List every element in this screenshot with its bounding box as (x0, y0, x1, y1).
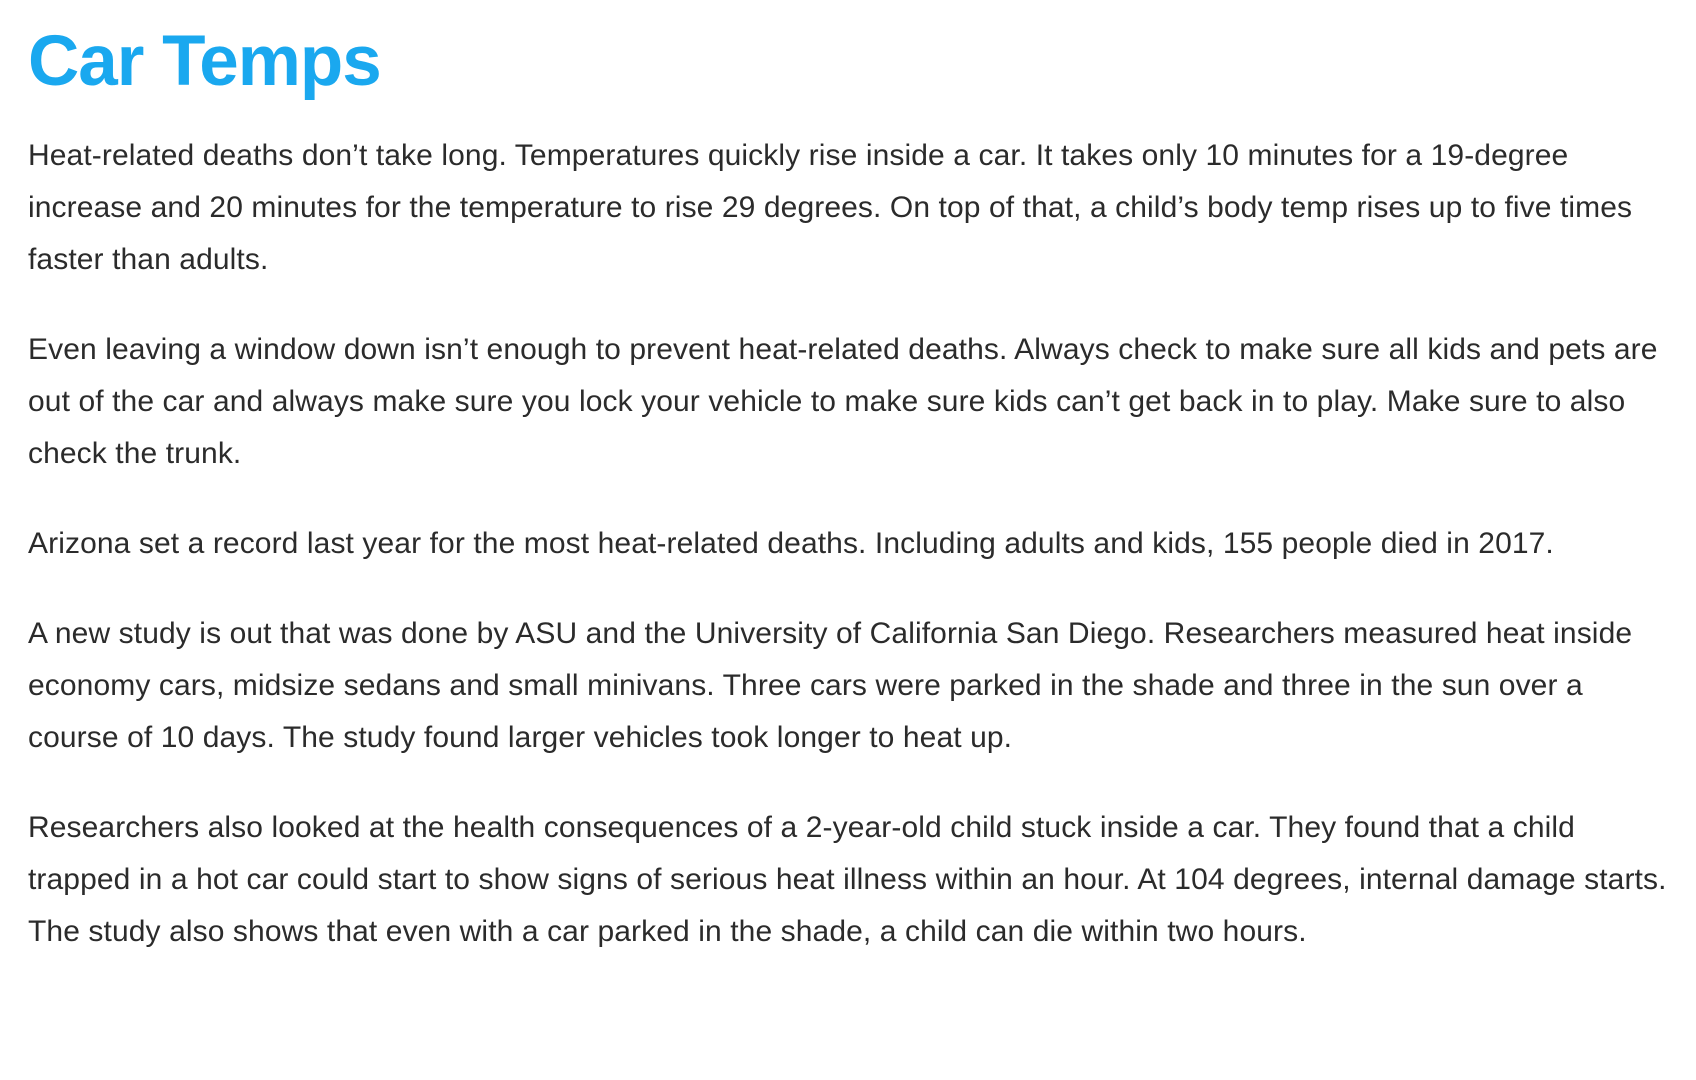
article-paragraph-5: Researchers also looked at the health consequences of a 2-year-old child stuck inside a car. They found that a child trapped in a hot car could start to show signs of serious heat illness within an hour. At 104 degrees, internal damage starts. The study also shows that even with a car parked in the shade, a child can die within two hours. (28, 811, 1667, 948)
article-paragraph-1: Heat-related deaths don’t take long. Temperatures quickly rise inside a car. It takes only 10 minutes for a 19-degree increase and 20 minutes for the temperature to rise 29 degrees. On top of that, a child’s body temp rises up to five times faster than adults. (28, 139, 1633, 276)
article-paragraph-2: Even leaving a window down isn’t enough to prevent heat-related deaths. Always check to make sure all kids and pets are out of the car and always make sure you lock your vehicle to make sure kids can’t get back in to play. Make sure to also check the trunk. (28, 333, 1658, 470)
article-paragraph-3: Arizona set a record last year for the most heat-related deaths. Including adults and kids, 155 people died in 2017. (28, 527, 1554, 560)
article-paragraph-4: A new study is out that was done by ASU and the University of California San Diego. Researchers measured heat inside economy cars, midsize sedans and small minivans. Three cars were parked in the shade and three in the sun over a course of 10 days. The study found larger vehicles took longer to heat up. (28, 617, 1633, 754)
article-title: Car Temps (28, 22, 381, 101)
